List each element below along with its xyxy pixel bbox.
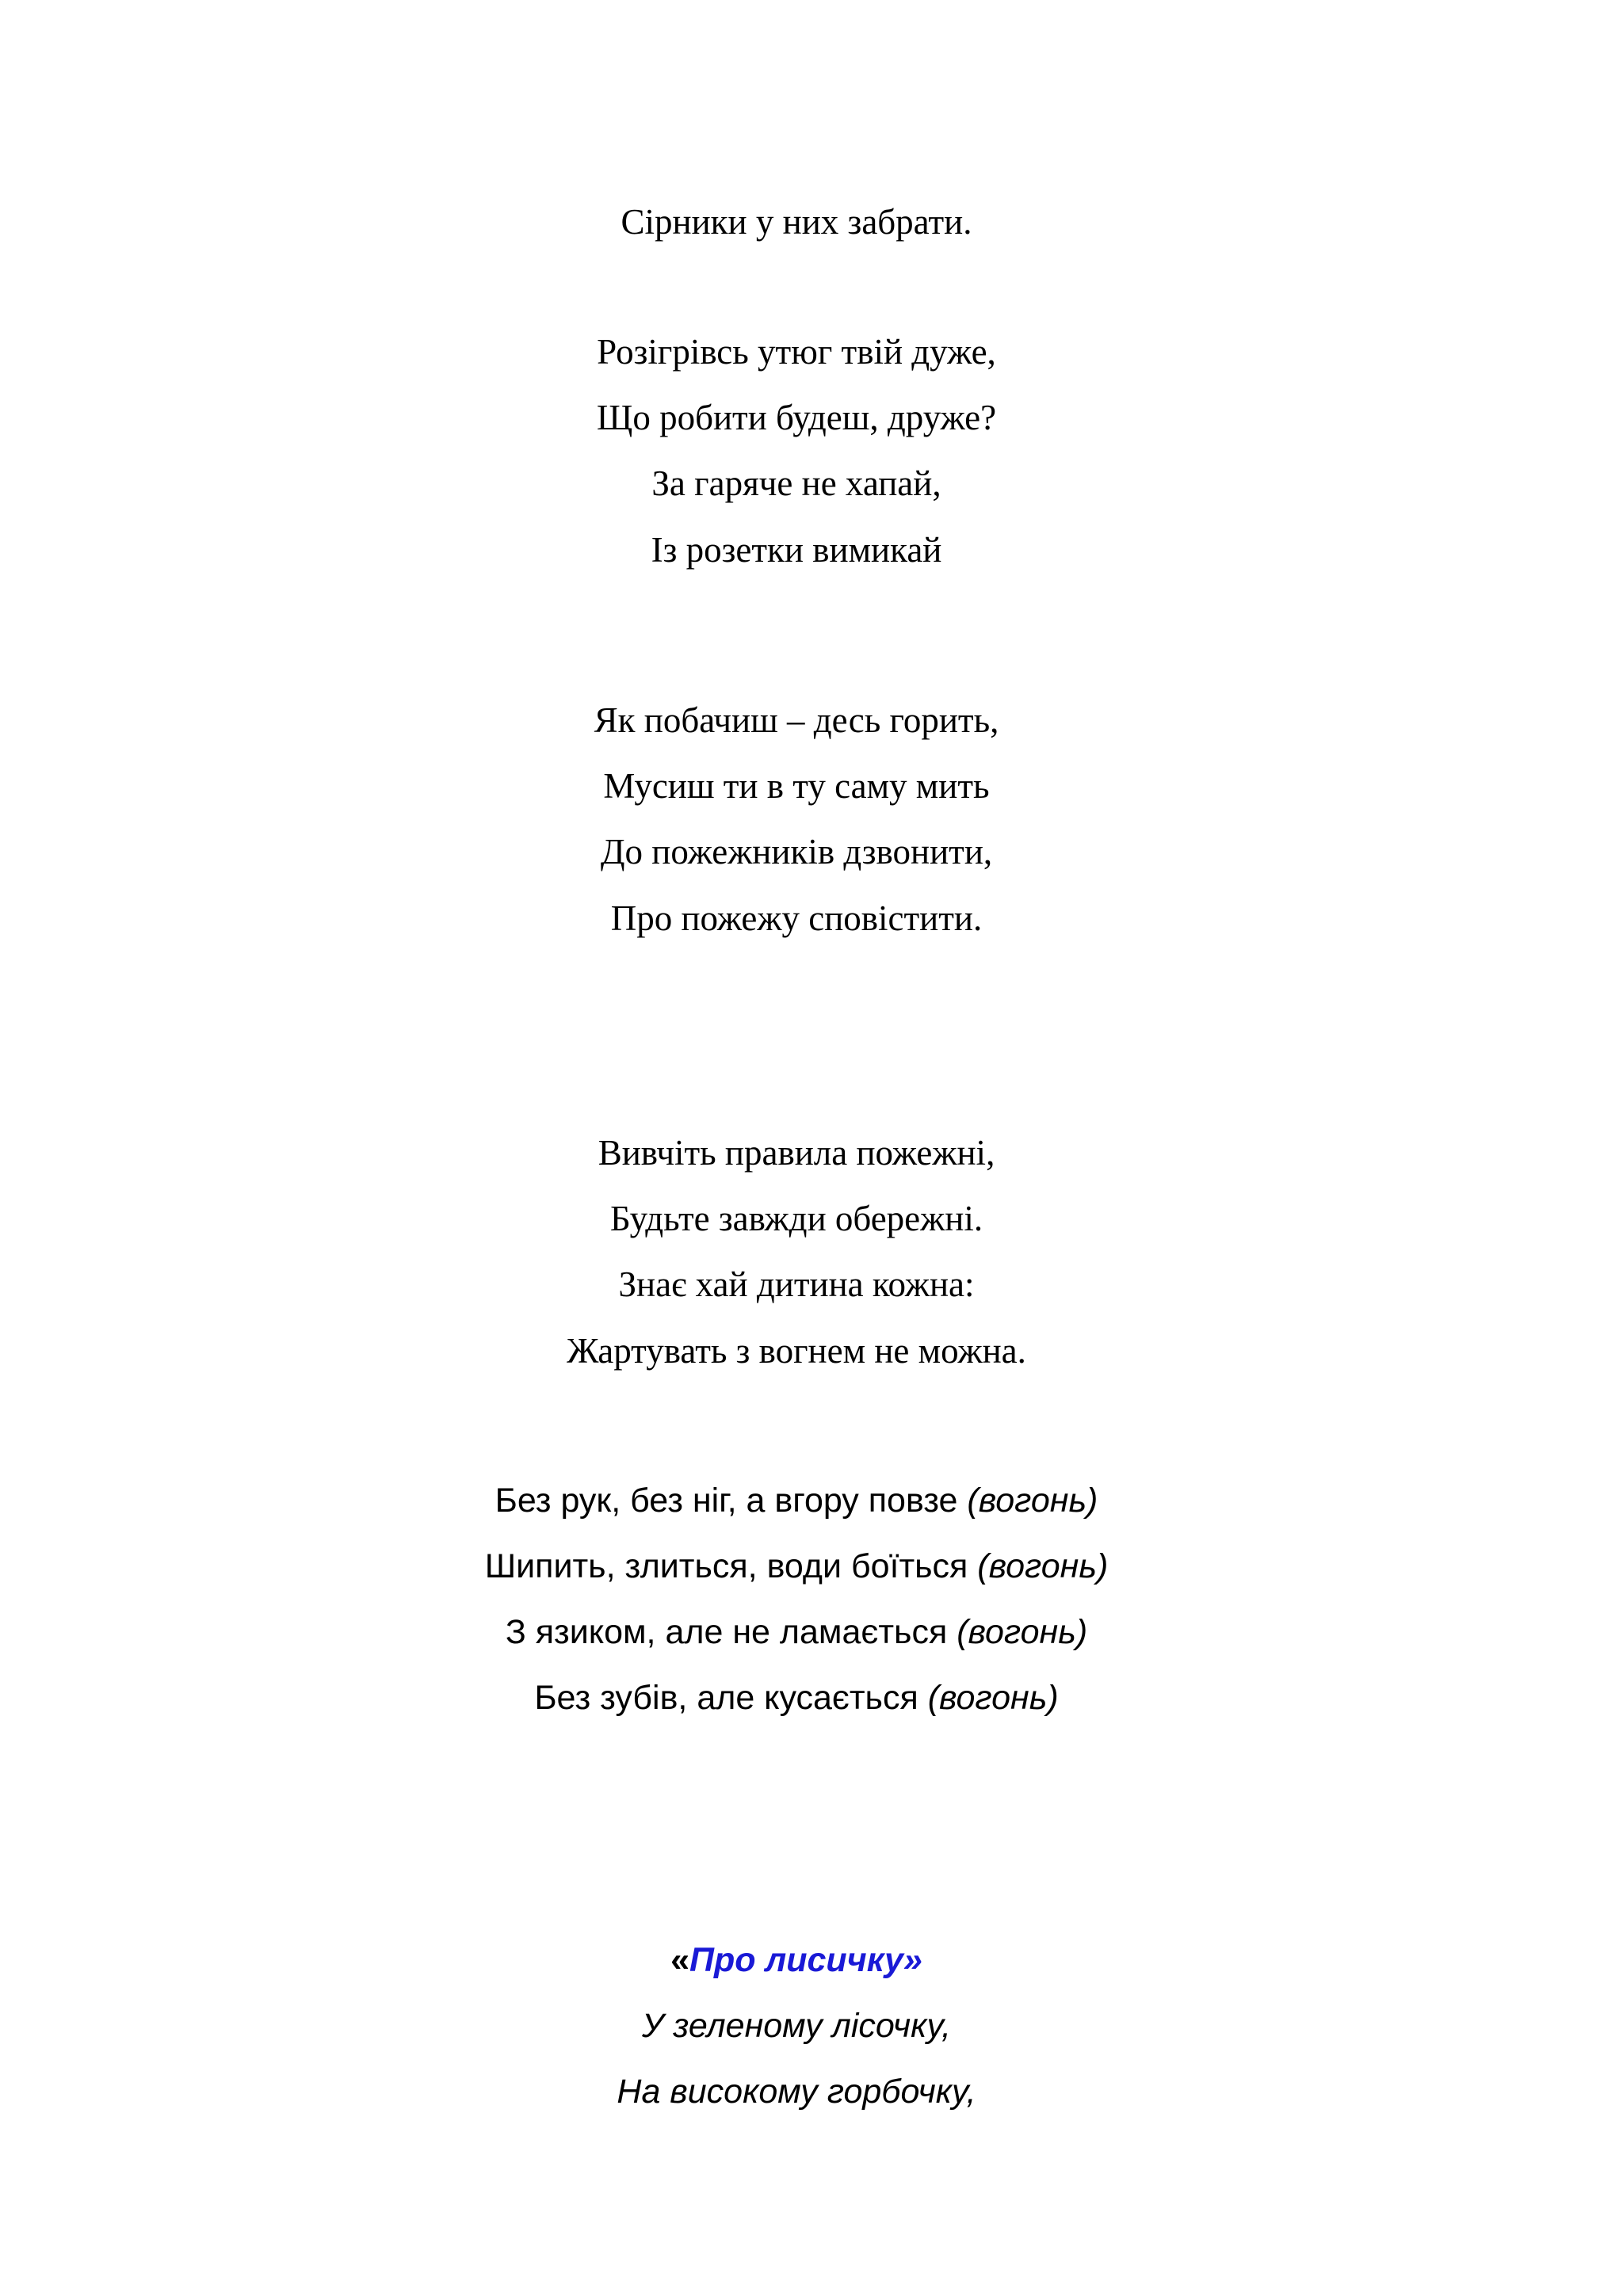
poem-line: Мусиш ти в ту саму мить: [603, 766, 990, 806]
poem-line: Як побачиш – десь горить,: [594, 700, 999, 740]
poem-line: До пожежників дзвонити,: [600, 832, 993, 871]
title-text: Про лисичку»: [689, 1941, 922, 1979]
riddle-answer: (вогонь): [957, 1613, 1088, 1651]
poem-line: Про пожежу сповістити.: [610, 898, 983, 938]
riddle-answer: (вогонь): [927, 1679, 1059, 1717]
riddle-line: [0, 1547, 1593, 1585]
poem-line: Із розетки вимикай: [651, 530, 942, 570]
poem-line: Вивчіть правила пожежні,: [598, 1133, 995, 1173]
riddle-text: Без рук, без ніг, а вгору повзе: [495, 1482, 968, 1520]
poem-line: Знає хай дитина кожна:: [618, 1264, 975, 1304]
riddle-line: [0, 1615, 1593, 1650]
poem-line: Що робити будеш, друже?: [596, 398, 997, 437]
poem-line: Жартувать з вогнем не можна.: [567, 1331, 1026, 1371]
poem-line: У зеленому лісочку,: [641, 2007, 952, 2045]
poem-line: Розігрівсь утюг твій дуже,: [597, 332, 996, 372]
title-open-quote: «: [670, 1941, 690, 1979]
riddle-text: Шипить, злиться, води боїться: [484, 1547, 978, 1585]
poem-line: На високому горбочку,: [617, 2073, 976, 2111]
riddle-answer: (вогонь): [967, 1482, 1098, 1520]
riddle-line: [0, 1681, 1593, 1715]
poem-title: [0, 1943, 1593, 1978]
riddle-answer: (вогонь): [977, 1547, 1109, 1585]
riddle-text: З язиком, але не ламається: [505, 1613, 957, 1651]
riddle-text: Без зубів, але кусається: [534, 1679, 928, 1717]
poem-line: Сірники у них забрати.: [621, 202, 972, 242]
poem-line: Будьте завжди обережні.: [609, 1199, 983, 1238]
poem-line: За гаряче не хапай,: [651, 463, 941, 503]
riddle-line: [0, 1484, 1593, 1518]
